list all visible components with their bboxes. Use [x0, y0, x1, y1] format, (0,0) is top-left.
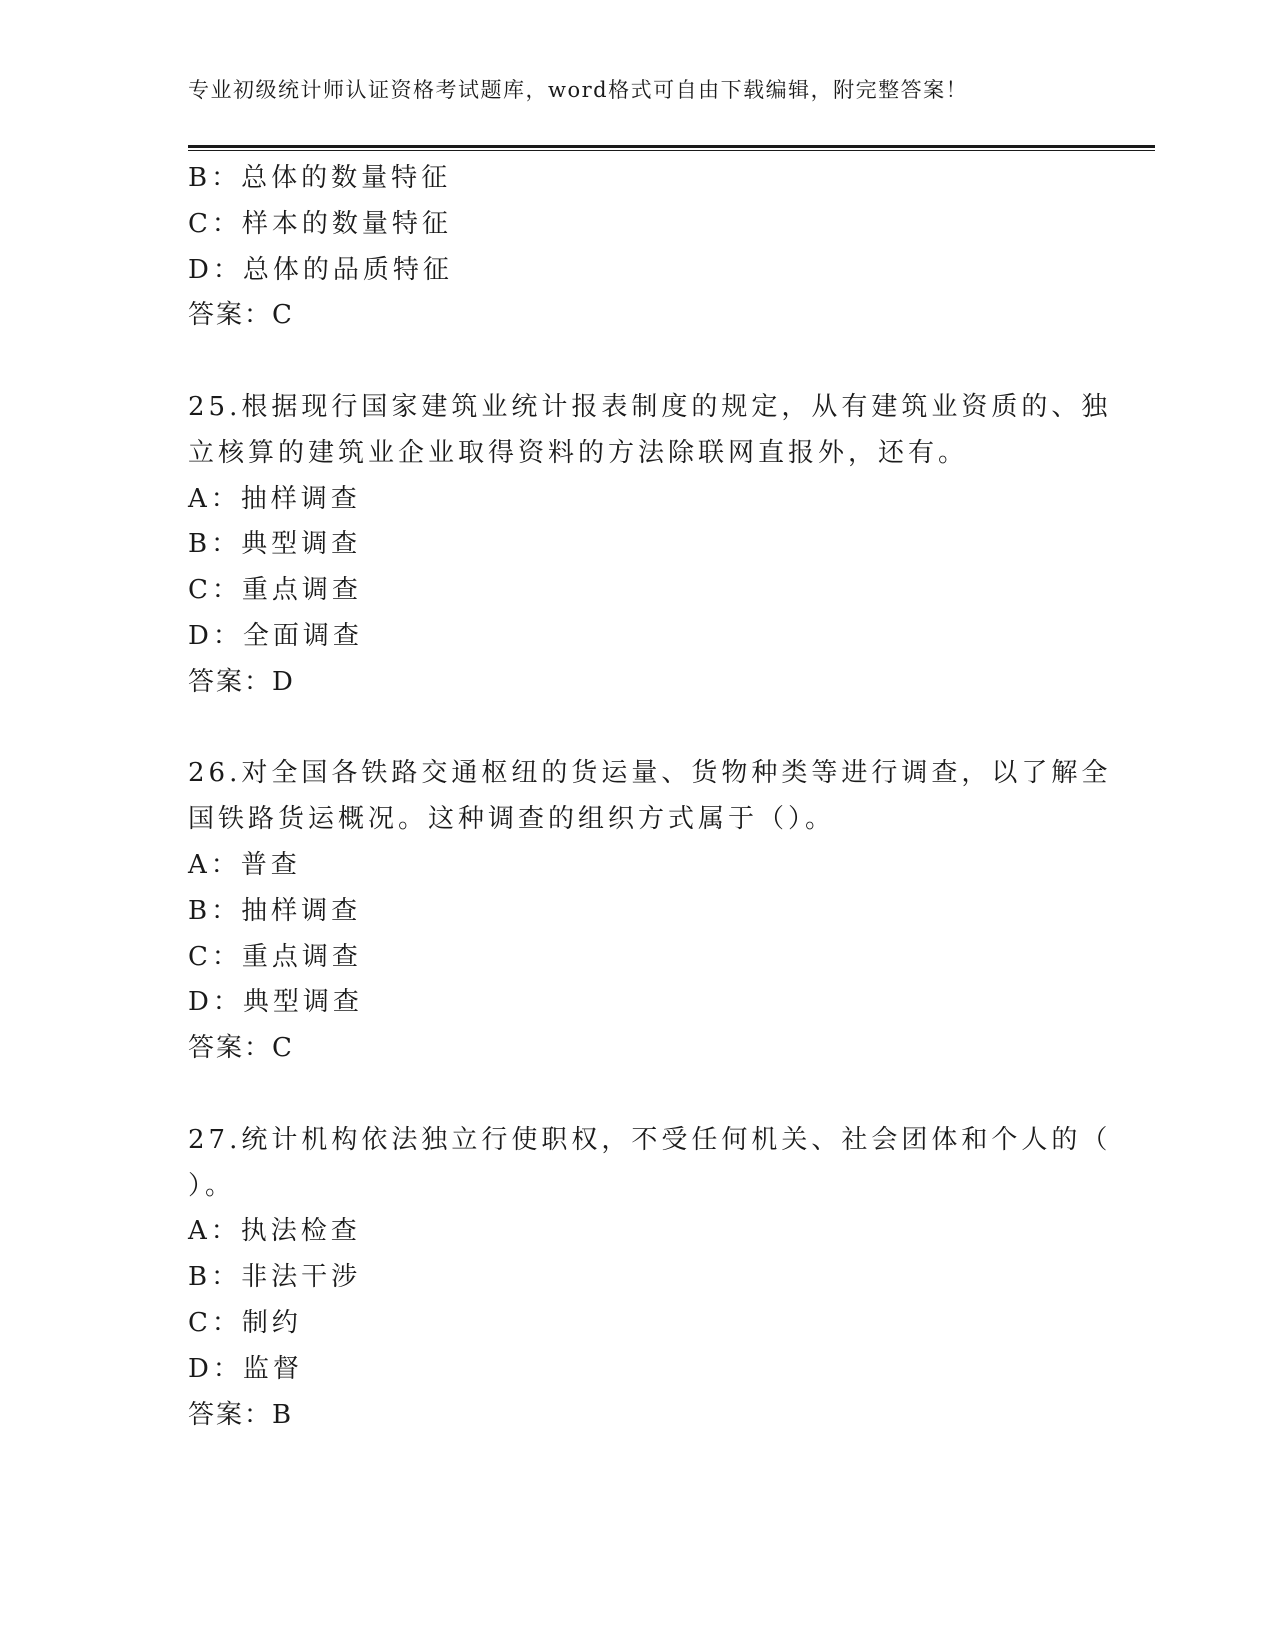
- question-content: [188, 156, 1112, 1438]
- question-stem-line: 27.统计机构依法独立行使职权，不受任何机关、社会团体和个人的（: [188, 1124, 1112, 1155]
- answer-line: 答案：B: [188, 1399, 294, 1430]
- option-b: B：抽样调查: [188, 895, 362, 926]
- spacer: [188, 1072, 1088, 1118]
- page-header: 专业初级统计师认证资格考试题库，word格式可自由下载编辑，附完整答案！: [188, 78, 969, 102]
- question-stem-line: 26.对全国各铁路交通枢纽的货运量、货物种类等进行调查，以了解全: [188, 758, 1112, 789]
- question-stem-line: 国铁路货运概况。这种调查的组织方式属于（）。: [188, 804, 836, 835]
- question-stem-line: ）。: [188, 1170, 236, 1201]
- option-a: A：抽样调查: [188, 483, 361, 514]
- option-a: A：执法检查: [188, 1216, 361, 1247]
- header-rule: [188, 145, 1155, 151]
- spacer: [188, 339, 1088, 385]
- option-c: C：重点调查: [188, 941, 362, 972]
- option-c: C：制约: [188, 1307, 302, 1338]
- option-d: D：典型调查: [188, 987, 363, 1018]
- question-stem-line: 立核算的建筑业企业取得资料的方法除联网直报外，还有。: [188, 437, 969, 468]
- answer-line: 答案：C: [188, 1033, 294, 1064]
- question-block-24: [188, 156, 1088, 339]
- option-b: B：典型调查: [188, 529, 362, 560]
- option-c: C：样本的数量特征: [188, 208, 452, 239]
- option-d: D：总体的品质特征: [188, 254, 453, 285]
- option-d: D：监督: [188, 1353, 303, 1384]
- question-block-25: [188, 385, 1112, 706]
- question-stem-line: 25.根据现行国家建筑业统计报表制度的规定，从有建筑业资质的、独: [188, 391, 1112, 422]
- spacer: [188, 706, 1088, 752]
- option-c: C：重点调查: [188, 575, 362, 606]
- answer-line: 答案：D: [188, 666, 295, 697]
- option-d: D：全面调查: [188, 620, 363, 651]
- option-a: A：普查: [188, 849, 301, 880]
- option-b: B：非法干涉: [188, 1262, 362, 1293]
- question-block-27: [188, 1118, 1112, 1439]
- question-block-26: [188, 751, 1112, 1072]
- answer-line: 答案：C: [188, 300, 294, 331]
- option-b: B：总体的数量特征: [188, 163, 452, 193]
